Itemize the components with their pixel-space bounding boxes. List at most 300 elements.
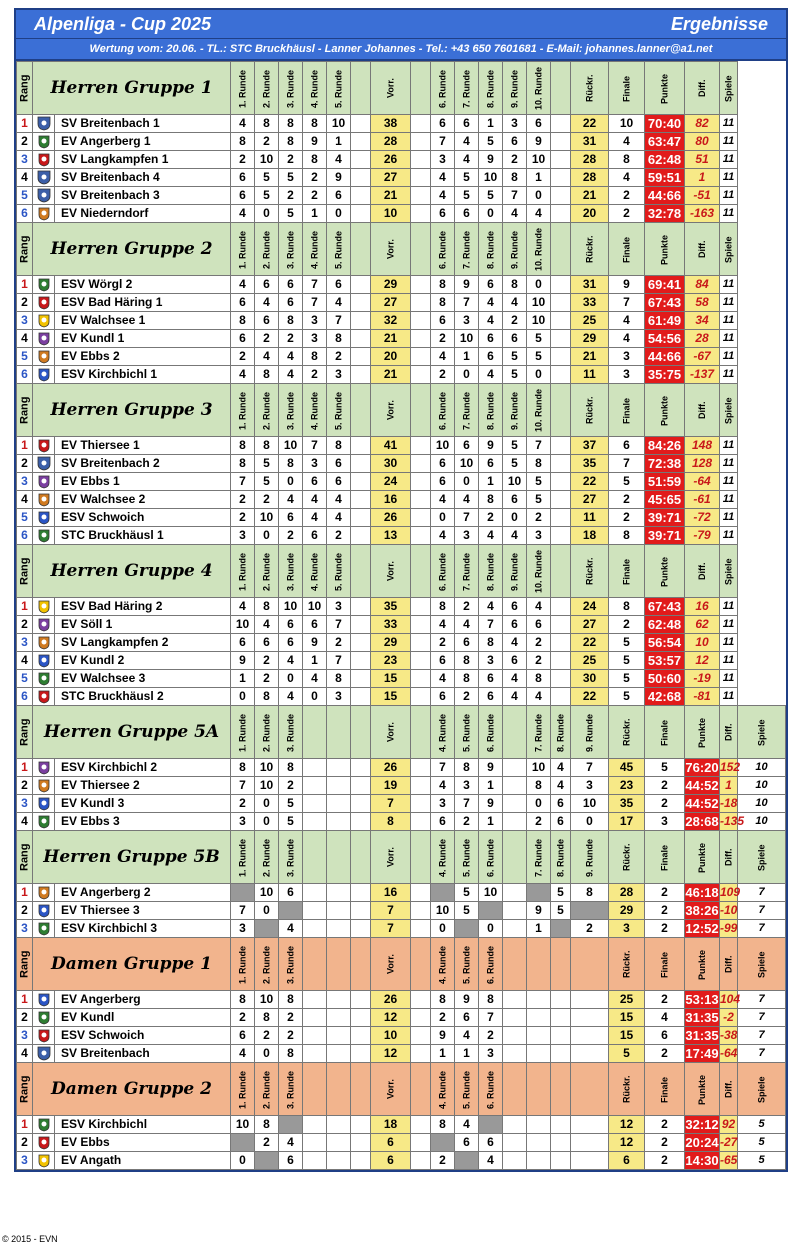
crest-icon (33, 366, 55, 384)
spacer (411, 348, 431, 366)
rank: 2 (17, 902, 33, 920)
vorr-score: 23 (371, 652, 411, 670)
rueck-score: 6 (609, 1152, 645, 1170)
round-score: 8 (527, 777, 551, 795)
finale-score: 2 (645, 991, 685, 1009)
group-header (17, 938, 786, 991)
round-header: 10. Runde (527, 384, 551, 437)
round-score (479, 1116, 503, 1134)
round-score (503, 1045, 527, 1063)
diff-score: -65 (720, 1152, 738, 1170)
round-score (527, 1009, 551, 1027)
punkte-score: 67:43 (645, 294, 685, 312)
vorr-score: 32 (371, 312, 411, 330)
rank: 3 (17, 920, 33, 938)
round-score (551, 1134, 571, 1152)
round-header: 6. Runde (431, 545, 455, 598)
round-header (551, 1063, 571, 1116)
round-score: 4 (303, 670, 327, 688)
round-header: 2. Runde (255, 62, 279, 115)
group-header (17, 384, 786, 437)
crest-icon (33, 312, 55, 330)
team-row (17, 527, 786, 545)
round-header: 9. Runde (503, 62, 527, 115)
round-score: 8 (279, 1045, 303, 1063)
round-score: 8 (327, 330, 351, 348)
spacer (411, 276, 431, 294)
round-header: 2. Runde (255, 545, 279, 598)
finale-header: Finale (609, 384, 645, 437)
rank: 5 (17, 509, 33, 527)
vorr-score: 26 (371, 759, 411, 777)
spacer (351, 1063, 371, 1116)
round-score: 8 (279, 133, 303, 151)
diff-score: 84 (685, 276, 720, 294)
round-score: 2 (279, 777, 303, 795)
round-score (503, 795, 527, 813)
round-header (503, 938, 527, 991)
crest-icon (33, 670, 55, 688)
round-score: 8 (231, 759, 255, 777)
round-score: 8 (327, 437, 351, 455)
crest-icon (33, 634, 55, 652)
spiele-count: 10 (738, 813, 786, 831)
spacer (551, 688, 571, 706)
round-score: 10 (231, 1116, 255, 1134)
rueck-score: 27 (571, 616, 609, 634)
round-score: 5 (551, 902, 571, 920)
round-score: 5 (455, 884, 479, 902)
round-score: 4 (479, 366, 503, 384)
info-bar: Wertung vom: 20.06. - TL.: STC Bruckhäusl - Lanner Johannes - Tel.: +43 650 7601681 - E-Mail: johannes.lanner@a1.net (16, 39, 786, 61)
group-name: Herren Gruppe 2 (33, 223, 231, 276)
vorr-score: 7 (371, 795, 411, 813)
round-score (255, 920, 279, 938)
crest-icon (33, 527, 55, 545)
round-score: 3 (327, 598, 351, 616)
diff-score: 109 (720, 884, 738, 902)
round-score: 8 (455, 670, 479, 688)
round-score (303, 1009, 327, 1027)
group-name: Herren Gruppe 3 (33, 384, 231, 437)
round-score: 4 (327, 491, 351, 509)
crest-icon (33, 437, 55, 455)
round-score: 10 (231, 616, 255, 634)
round-score (279, 1116, 303, 1134)
round-header: 1. Runde (231, 62, 255, 115)
round-score: 4 (279, 366, 303, 384)
punkte-score: 44:66 (645, 348, 685, 366)
round-header: 1. Runde (231, 1063, 255, 1116)
round-score (503, 1134, 527, 1152)
diff-score: -72 (685, 509, 720, 527)
round-score (571, 1134, 609, 1152)
round-score (503, 920, 527, 938)
round-score: 0 (279, 670, 303, 688)
vorr-score: 10 (371, 1027, 411, 1045)
round-score: 8 (231, 133, 255, 151)
vorr-score: 10 (371, 205, 411, 223)
punkte-score: 14:30 (685, 1153, 719, 1168)
round-header: 5. Runde (455, 1063, 479, 1116)
round-score: 6 (431, 652, 455, 670)
spiele-count: 11 (720, 652, 738, 670)
round-score: 6 (551, 813, 571, 831)
diff-score: -38 (720, 1027, 738, 1045)
group-header (17, 831, 786, 884)
round-score (551, 1116, 571, 1134)
round-score: 2 (255, 652, 279, 670)
crest-icon (33, 991, 55, 1009)
round-score: 9 (303, 634, 327, 652)
round-score (327, 1134, 351, 1152)
round-score: 6 (327, 187, 351, 205)
spiele-header: Spiele (720, 223, 738, 276)
rank: 5 (17, 670, 33, 688)
rueck-score: 37 (571, 437, 609, 455)
punkte-score: 56:54 (645, 634, 685, 652)
team-name: EV Thiersee 1 (55, 437, 231, 455)
round-score: 0 (527, 187, 551, 205)
round-score: 2 (231, 491, 255, 509)
diff-score: 152 (720, 759, 738, 777)
round-score: 10 (527, 294, 551, 312)
round-score: 10 (255, 884, 279, 902)
round-score: 4 (431, 348, 455, 366)
rueck-score: 23 (609, 777, 645, 795)
round-score: 4 (279, 348, 303, 366)
spacer (351, 813, 371, 831)
team-row (17, 1009, 786, 1027)
round-score: 4 (431, 777, 455, 795)
round-score (503, 813, 527, 831)
rueck-score: 12 (609, 1134, 645, 1152)
round-score: 6 (279, 884, 303, 902)
round-score: 3 (327, 688, 351, 706)
round-header: 5. Runde (327, 62, 351, 115)
crest-icon (33, 330, 55, 348)
spiele-count: 7 (738, 884, 786, 902)
team-row (17, 1152, 786, 1170)
round-score: 0 (431, 509, 455, 527)
punkte-score: 51:59 (645, 473, 685, 491)
spiele-count: 11 (720, 169, 738, 187)
crest-icon (33, 1027, 55, 1045)
punkte-header: Punkte (685, 706, 720, 759)
rueck-score: 3 (609, 920, 645, 938)
crest-icon (33, 920, 55, 938)
finale-score: 2 (645, 920, 685, 938)
round-score: 6 (231, 330, 255, 348)
team-row (17, 616, 786, 634)
spacer (411, 634, 431, 652)
rueck-score: 20 (571, 205, 609, 223)
diff-score: 58 (685, 294, 720, 312)
spiele-count: 7 (738, 1009, 786, 1027)
round-score: 4 (503, 634, 527, 652)
round-score: 2 (503, 151, 527, 169)
punkte-score: 53:13 (685, 992, 719, 1007)
spiele-count: 11 (720, 527, 738, 545)
round-score: 7 (455, 795, 479, 813)
round-score: 5 (255, 187, 279, 205)
round-score (527, 1027, 551, 1045)
round-score (327, 920, 351, 938)
team-row (17, 1045, 786, 1063)
vorr-score: 7 (371, 920, 411, 938)
round-score: 8 (279, 991, 303, 1009)
round-score: 2 (255, 133, 279, 151)
round-score (503, 1116, 527, 1134)
round-score: 8 (503, 169, 527, 187)
crest-icon (33, 509, 55, 527)
diff-score: 10 (685, 634, 720, 652)
spacer (411, 437, 431, 455)
round-score: 1 (479, 777, 503, 795)
diff-score: -81 (685, 688, 720, 706)
round-header (527, 1063, 551, 1116)
round-score: 6 (303, 616, 327, 634)
round-score: 6 (279, 616, 303, 634)
round-score (455, 1152, 479, 1170)
spacer (351, 759, 371, 777)
round-header: 2. Runde (255, 384, 279, 437)
shield-icon (33, 455, 55, 473)
team-name: EV Thiersee 2 (55, 777, 231, 795)
finale-score: 8 (609, 151, 645, 169)
team-row (17, 813, 786, 831)
diff-score: -99 (720, 920, 738, 938)
team-row (17, 509, 786, 527)
round-score: 2 (303, 366, 327, 384)
team-name: ESV Kirchbichl (55, 1116, 231, 1134)
diff-score: 82 (685, 115, 720, 133)
punkte-score: 31:35 (685, 1028, 719, 1043)
round-score (571, 902, 609, 920)
round-header: 5. Runde (327, 223, 351, 276)
round-score: 7 (527, 437, 551, 455)
finale-score: 2 (609, 205, 645, 223)
round-header: 7. Runde (527, 831, 551, 884)
spiele-count: 10 (738, 759, 786, 777)
round-header: 6. Runde (431, 62, 455, 115)
rueck-score: 22 (571, 634, 609, 652)
round-score (327, 1152, 351, 1170)
round-score (303, 1152, 327, 1170)
spacer (411, 938, 431, 991)
title-bar (16, 10, 786, 39)
spacer (351, 831, 371, 884)
round-score: 3 (455, 777, 479, 795)
rueck-score: 12 (609, 1116, 645, 1134)
round-score (551, 991, 571, 1009)
round-header: 2. Runde (255, 1063, 279, 1116)
vorr-score: 21 (371, 330, 411, 348)
round-score: 4 (231, 276, 255, 294)
round-score: 6 (231, 1027, 255, 1045)
spiele-count: 11 (720, 509, 738, 527)
round-score: 5 (503, 366, 527, 384)
round-score: 0 (527, 795, 551, 813)
spiele-count: 11 (720, 598, 738, 616)
round-score: 8 (455, 759, 479, 777)
team-row (17, 795, 786, 813)
round-score: 4 (431, 491, 455, 509)
round-header: 1. Runde (231, 938, 255, 991)
punkte-score: 59:51 (645, 169, 685, 187)
round-score: 3 (503, 115, 527, 133)
round-header: 4. Runde (303, 384, 327, 437)
round-score (527, 884, 551, 902)
round-score: 4 (503, 294, 527, 312)
round-header: 9. Runde (503, 223, 527, 276)
round-score: 0 (527, 276, 551, 294)
vorr-header: Vorr. (371, 545, 411, 598)
team-row (17, 169, 786, 187)
round-score: 0 (255, 205, 279, 223)
round-score (327, 884, 351, 902)
round-header (571, 938, 609, 991)
round-score: 10 (431, 437, 455, 455)
finale-score: 2 (609, 491, 645, 509)
spiele-count: 11 (720, 151, 738, 169)
spiele-count: 11 (720, 330, 738, 348)
spacer (411, 312, 431, 330)
round-header: 8. Runde (551, 831, 571, 884)
spiele-count: 7 (738, 902, 786, 920)
round-score (303, 813, 327, 831)
round-header: 7. Runde (527, 706, 551, 759)
diff-header: Diff. (685, 384, 720, 437)
diff-header: Diff. (720, 831, 738, 884)
spacer (351, 437, 371, 455)
round-score: 7 (431, 759, 455, 777)
team-name: EV Ebbs 1 (55, 473, 231, 491)
team-name: STC Bruckhäusl 1 (55, 527, 231, 545)
punkte-score: 12:52 (685, 921, 719, 936)
round-header (327, 706, 351, 759)
round-score (527, 1116, 551, 1134)
team-name: SV Breitenbach (55, 1045, 231, 1063)
diff-header: Diff. (720, 1063, 738, 1116)
round-score: 6 (455, 437, 479, 455)
round-score: 9 (327, 169, 351, 187)
finale-score: 10 (609, 115, 645, 133)
rueck-header: Rückr. (609, 1063, 645, 1116)
round-score: 2 (255, 491, 279, 509)
round-score (303, 920, 327, 938)
crest-icon (33, 759, 55, 777)
spacer (351, 991, 371, 1009)
finale-header: Finale (609, 62, 645, 115)
round-score: 8 (231, 312, 255, 330)
team-name: EV Walchsee 1 (55, 312, 231, 330)
punkte-score: 44:52 (685, 796, 719, 811)
finale-score: 2 (609, 616, 645, 634)
vorr-score: 16 (371, 491, 411, 509)
round-score: 2 (431, 330, 455, 348)
team-name: SV Breitenbach 2 (55, 455, 231, 473)
round-score: 1 (527, 169, 551, 187)
round-score: 0 (479, 920, 503, 938)
round-score: 0 (527, 366, 551, 384)
round-score: 6 (431, 205, 455, 223)
spacer (411, 902, 431, 920)
round-score: 4 (431, 670, 455, 688)
round-score: 0 (255, 527, 279, 545)
spiele-count: 11 (720, 455, 738, 473)
spacer (411, 920, 431, 938)
round-score: 8 (479, 991, 503, 1009)
shield-icon (33, 1045, 55, 1063)
crest-icon (33, 813, 55, 831)
spacer (411, 1116, 431, 1134)
spiele-header: Spiele (738, 1063, 786, 1116)
group-name: Herren Gruppe 5B (33, 831, 231, 884)
round-score: 8 (279, 759, 303, 777)
round-header: 8. Runde (479, 545, 503, 598)
diff-score: -10 (720, 902, 738, 920)
crest-icon (33, 902, 55, 920)
spacer (551, 473, 571, 491)
round-score: 7 (503, 187, 527, 205)
round-score: 8 (231, 437, 255, 455)
finale-score: 2 (645, 1045, 685, 1063)
round-score: 4 (255, 616, 279, 634)
rank: 1 (17, 991, 33, 1009)
punkte-score: 45:65 (645, 491, 685, 509)
round-score: 8 (279, 115, 303, 133)
round-score: 8 (255, 598, 279, 616)
team-name: SV Breitenbach 3 (55, 187, 231, 205)
round-score: 4 (455, 1027, 479, 1045)
rank: 4 (17, 169, 33, 187)
round-score: 2 (327, 634, 351, 652)
round-score (571, 1152, 609, 1170)
round-score: 6 (231, 187, 255, 205)
round-header: 10. Runde (527, 223, 551, 276)
round-score: 4 (479, 527, 503, 545)
team-row (17, 688, 786, 706)
rank: 3 (17, 634, 33, 652)
spiele-count: 11 (720, 688, 738, 706)
round-score: 7 (455, 509, 479, 527)
round-score (303, 1027, 327, 1045)
finale-header: Finale (645, 1063, 685, 1116)
round-score: 0 (255, 902, 279, 920)
spacer (351, 777, 371, 795)
team-row (17, 115, 786, 133)
finale-score: 4 (645, 1009, 685, 1027)
rank: 1 (17, 884, 33, 902)
spacer (551, 634, 571, 652)
round-score: 1 (479, 115, 503, 133)
group-header (17, 706, 786, 759)
diff-score: 92 (720, 1116, 738, 1134)
diff-score: -18 (720, 795, 738, 813)
results-body (17, 62, 786, 1170)
spiele-header: Spiele (738, 706, 786, 759)
spacer (411, 366, 431, 384)
spacer (411, 991, 431, 1009)
vorr-header: Vorr. (371, 223, 411, 276)
spacer (351, 545, 371, 598)
round-score: 9 (479, 759, 503, 777)
spiele-count: 11 (720, 366, 738, 384)
round-score (503, 991, 527, 1009)
team-name: ESV Schwoich (55, 1027, 231, 1045)
crest-icon (33, 348, 55, 366)
